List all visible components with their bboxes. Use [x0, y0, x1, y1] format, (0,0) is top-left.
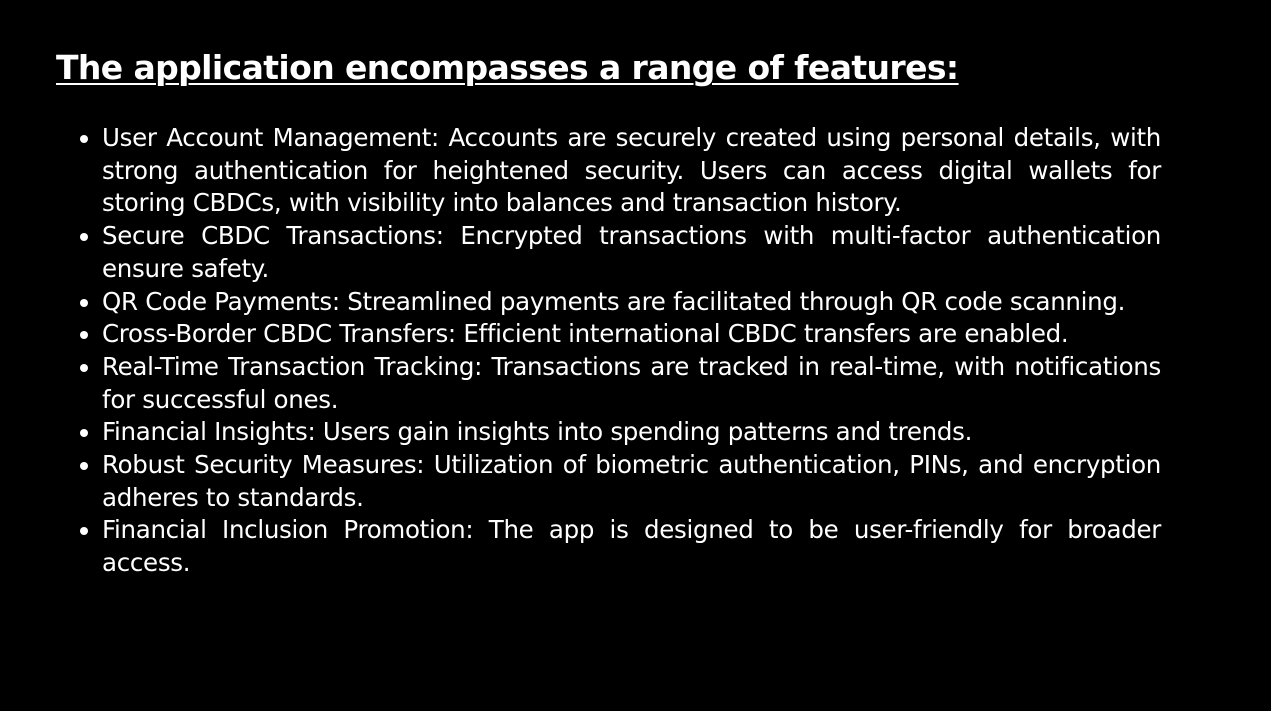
- list-item: [80, 286, 1161, 319]
- slide-title: The application encompasses a range of features:: [56, 48, 959, 87]
- feature-text: QR Code Payments: Streamlined payments are facilitated through QR code scanning.: [102, 286, 1126, 316]
- list-item: [80, 318, 1161, 351]
- list-item: [80, 514, 1161, 579]
- list-item: [80, 416, 1161, 449]
- feature-text: Secure CBDC Transactions: Encrypted transactions with multi-factor authentication ensure safety.: [102, 221, 1161, 283]
- list-item: [80, 449, 1161, 514]
- bullet-icon: [80, 462, 88, 470]
- feature-text: Financial Insights: Users gain insights into spending patterns and trends.: [102, 417, 973, 447]
- list-item: [80, 122, 1161, 220]
- bullet-icon: [80, 331, 88, 339]
- bullet-icon: [80, 299, 88, 307]
- bullet-icon: [80, 233, 88, 241]
- feature-text: User Account Management: Accounts are securely created using personal details, with strong authentication for heightened security. Users can access digital wallets for storing CBDCs, with visibility into balances and transaction history.: [102, 123, 1161, 218]
- feature-list: [80, 122, 1161, 580]
- feature-text: Real-Time Transaction Tracking: Transactions are tracked in real-time, with notifications for successful ones.: [102, 351, 1161, 414]
- list-item: [80, 220, 1161, 285]
- bullet-icon: [80, 364, 88, 372]
- list-item: [80, 351, 1161, 416]
- feature-text: Cross-Border CBDC Transfers: Efficient international CBDC transfers are enabled.: [102, 319, 1069, 349]
- feature-text: Financial Inclusion Promotion: The app is designed to be user-friendly for broader access.: [102, 515, 1161, 578]
- bullet-icon: [80, 429, 88, 437]
- bullet-icon: [80, 135, 88, 143]
- feature-text: Robust Security Measures: Utilization of biometric authentication, PINs, and encryption adheres to standards.: [102, 450, 1161, 512]
- bullet-icon: [80, 527, 88, 535]
